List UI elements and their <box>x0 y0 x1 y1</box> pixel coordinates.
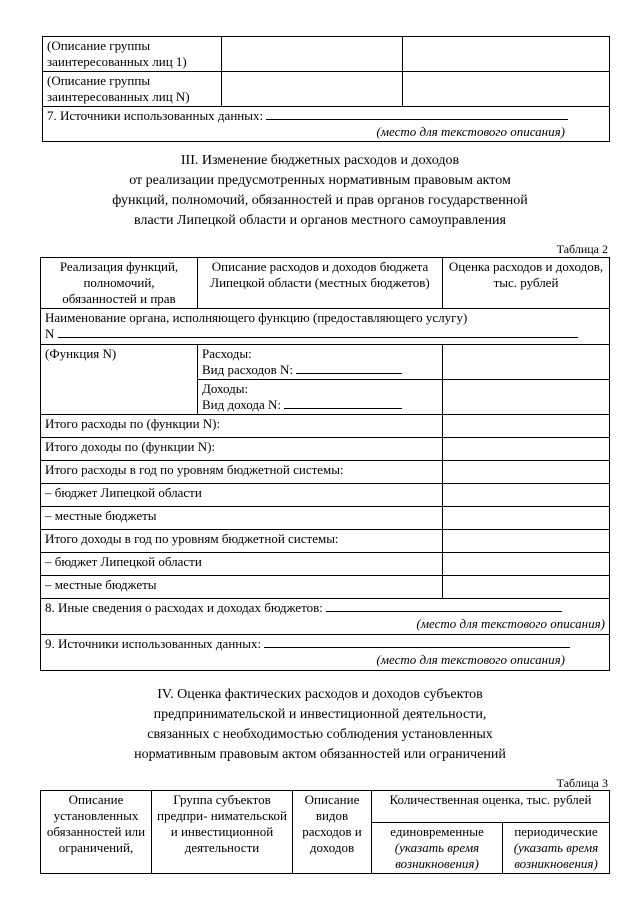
total-row: Итого доходы по (функции N): <box>41 438 443 461</box>
total-row: Итого расходы по (функции N): <box>41 415 443 438</box>
cell <box>443 461 610 484</box>
expenses-label: Расходы: <box>202 346 252 361</box>
header-periodic <box>503 823 610 874</box>
budget-row: – местные бюджеты <box>41 576 443 599</box>
title-line: предпринимательской и инвестиционной деятельности, <box>153 707 487 722</box>
income-type-label: Вид дохода N: <box>202 397 282 412</box>
title-line: нормативным правовым актом обязанностей или ограничений <box>134 747 506 762</box>
one-time-label: единовременные <box>390 824 484 839</box>
cell <box>443 484 610 507</box>
function-n: (Функция N) <box>41 345 198 415</box>
placeholder-note: (место для текстового описания) <box>416 616 605 631</box>
table2-label: Таблица 2 <box>556 242 608 256</box>
stakeholder-group-1: (Описание группы заинтересованных лиц 1) <box>43 37 222 72</box>
other-info-row-8 <box>41 599 610 635</box>
total-row: Итого доходы в год по уровням бюджетной системы: <box>41 530 443 553</box>
text-line <box>296 373 402 374</box>
header-estimate: Оценка расходов и доходов, тыс. рублей <box>443 258 610 309</box>
cell <box>443 576 610 599</box>
org-label: Наименование органа, исполняющего функцию (предоставляющего услугу) <box>45 310 468 325</box>
placeholder-note: (место для текстового описания) <box>376 652 565 667</box>
cell <box>443 415 610 438</box>
income-cell <box>198 380 443 415</box>
cell <box>403 72 610 107</box>
header-quantitative: Количественная оценка, тыс. рублей <box>372 791 610 823</box>
cell <box>403 37 610 72</box>
table3 <box>40 790 610 874</box>
header-obligations: Описание установленных обязанностей или ограничений, <box>41 791 152 874</box>
text-line <box>58 337 578 338</box>
other-info-label: 8. Иные сведения о расходах и доходах бюджетов: <box>45 600 323 615</box>
budget-row: – бюджет Липецкой области <box>41 484 443 507</box>
title-line: от реализации предусмотренных нормативным правовым актом <box>129 173 511 188</box>
one-time-note: (указать время возникновения) <box>394 840 480 871</box>
stakeholder-group-n: (Описание группы заинтересованных лиц N) <box>43 72 222 107</box>
header-one-time <box>372 823 503 874</box>
title-line: функций, полномочий, обязанностей и прав органов государственной <box>112 193 528 208</box>
sources-label-7: 7. Источники использованных данных: <box>47 108 264 123</box>
text-line <box>264 647 570 648</box>
cell <box>443 380 610 415</box>
expenses-cell <box>198 345 443 380</box>
cell <box>222 37 403 72</box>
income-label: Доходы: <box>202 381 249 396</box>
title-line: III. Изменение бюджетных расходов и доходов <box>180 153 460 168</box>
cell <box>443 438 610 461</box>
budget-row: – местные бюджеты <box>41 507 443 530</box>
text-line <box>326 611 562 612</box>
text-line <box>284 408 402 409</box>
header-subject-group: Группа субъектов предпри- нимательской и инвестиционной деятельности <box>152 791 293 874</box>
periodic-note: (указать время возникновения) <box>513 840 599 871</box>
header-expense-types: Описание видов расходов и доходов <box>293 791 372 874</box>
table3-label: Таблица 3 <box>556 776 608 790</box>
org-name-row <box>41 309 610 345</box>
cell <box>443 507 610 530</box>
cell <box>443 530 610 553</box>
title-line: связанных с необходимостью соблюдения установленных <box>147 727 493 742</box>
total-row: Итого расходы в год по уровням бюджетной системы: <box>41 461 443 484</box>
table2 <box>40 257 610 671</box>
table1-tail <box>42 36 610 142</box>
periodic-label: периодические <box>514 824 598 839</box>
sources-row-7 <box>43 107 610 142</box>
title-line: IV. Оценка фактических расходов и доходов субъектов <box>157 687 483 702</box>
header-description: Описание расходов и доходов бюджета Липецкой области (местных бюджетов) <box>198 258 443 309</box>
budget-row: – бюджет Липецкой области <box>41 553 443 576</box>
title-line: власти Липецкой области и органов местного самоуправления <box>134 213 506 228</box>
expense-type-label: Вид расходов N: <box>202 362 293 377</box>
cell <box>443 345 610 380</box>
cell <box>222 72 403 107</box>
section3-title <box>0 151 640 231</box>
header-functions: Реализация функций, полномочий, обязанностей и прав <box>41 258 198 309</box>
sources-label-9: 9. Источники использованных данных: <box>45 636 262 651</box>
cell <box>443 553 610 576</box>
text-line <box>266 119 568 120</box>
section4-title <box>0 685 640 765</box>
placeholder-note: (место для текстового описания) <box>376 124 565 139</box>
sources-row-9 <box>41 635 610 671</box>
org-n: N <box>45 326 55 341</box>
